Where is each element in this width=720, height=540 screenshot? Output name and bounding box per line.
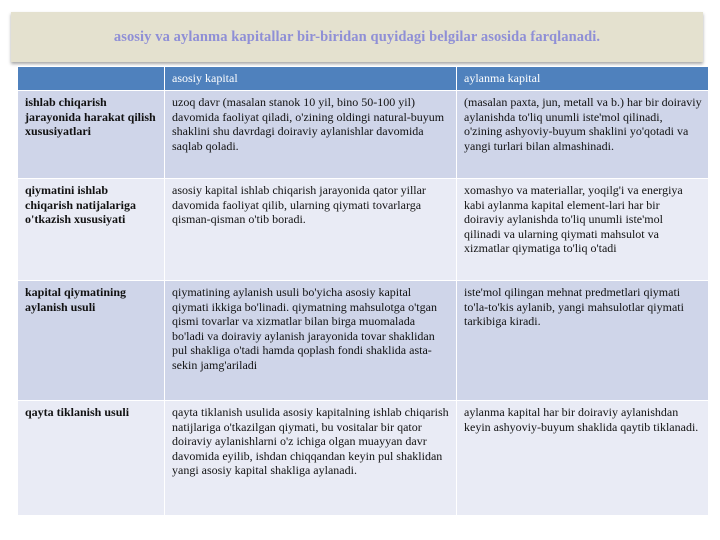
comparison-table	[17, 66, 709, 516]
page-title: asosiy va aylanma kapitallar bir-biridan quyidagi belgilar asosida farqlanadi.	[113, 28, 601, 45]
row-working-capital: aylanma kapital har bir doiraviy aylanishdan keyin ashyoviy-buyum shaklida qaytib tiklanadi.	[457, 401, 709, 516]
row-fixed-capital: qayta tiklanish usulida asosiy kapitalning ishlab chiqarish natijlariga o'tkazilgan qiymati, bu vositalar bir qator doiraviy aylanishlarni o'z ichiga olgan muayyan davr davomida eyilib, ishdan chiqqandan keyin pul shaklidan yangi asosiy kapital shakliga aylanadi.	[165, 401, 457, 516]
row-working-capital: iste'mol qilingan mehnat predmetlari qiymati to'la-to'kis aylanib, yangi mahsulotlar qiymati tarkibiga kiradi.	[457, 281, 709, 401]
header-criterion	[18, 67, 165, 91]
row-working-capital: xomashyo va materiallar, yoqilg'i va energiya kabi aylanma kapital element-lari har bir doiraviy aylanishda to'liq unumli iste'mol qilinadi va ularning qiymati mahsulot va xizmatlar qiymatiga to'liq o'tadi	[457, 179, 709, 281]
row-working-capital: (masalan paxta, jun, metall va b.) har bir doiraviy aylanishda to'liq unumli iste'mol qilinadi, o'zining ashyoviy-buyum shaklini yo'qotadi va yangi turlari bilan almashinadi.	[457, 91, 709, 179]
row-criterion: qiymatini ishlab chiqarish natijalariga o'tkazish xususiyati	[18, 179, 165, 281]
table-row	[18, 401, 709, 516]
row-criterion: ishlab chiqarish jarayonida harakat qilish xususiyatlari	[18, 91, 165, 179]
header-fixed-capital: asosiy kapital	[165, 67, 457, 91]
table-row	[18, 179, 709, 281]
row-criterion: qayta tiklanish usuli	[18, 401, 165, 516]
table-header-row	[18, 67, 709, 91]
table-row	[18, 281, 709, 401]
row-criterion: kapital qiymatining aylanish usuli	[18, 281, 165, 401]
table-row	[18, 91, 709, 179]
row-fixed-capital: uzoq davr (masalan stanok 10 yil, bino 50-100 yil) davomida faoliyat qiladi, o'zining oldingi natural-buyum shaklini shu davrdagi doiraviy aylanishlar davomida saqlab qoladi.	[165, 91, 457, 179]
header-working-capital: aylanma kapital	[457, 67, 709, 91]
title-band	[11, 12, 703, 62]
row-fixed-capital: asosiy kapital ishlab chiqarish jarayonida qator yillar davomida faoliyat qilib, ularning qiymati tovarlarga qisman-qisman o'tib boradi.	[165, 179, 457, 281]
row-fixed-capital: qiymatining aylanish usuli bo'yicha asosiy kapital qiymati ikkiga bo'linadi. qiymatning mahsulotga o'tgan qismi tovarlar va xizmatlar bilan birga muomalada bo'ladi va doiraviy aylanish jarayonida tovar shaklidan pul shakliga o'tadi hamda qoplash fondi shaklida asta-sekin jamg'ariladi	[165, 281, 457, 401]
